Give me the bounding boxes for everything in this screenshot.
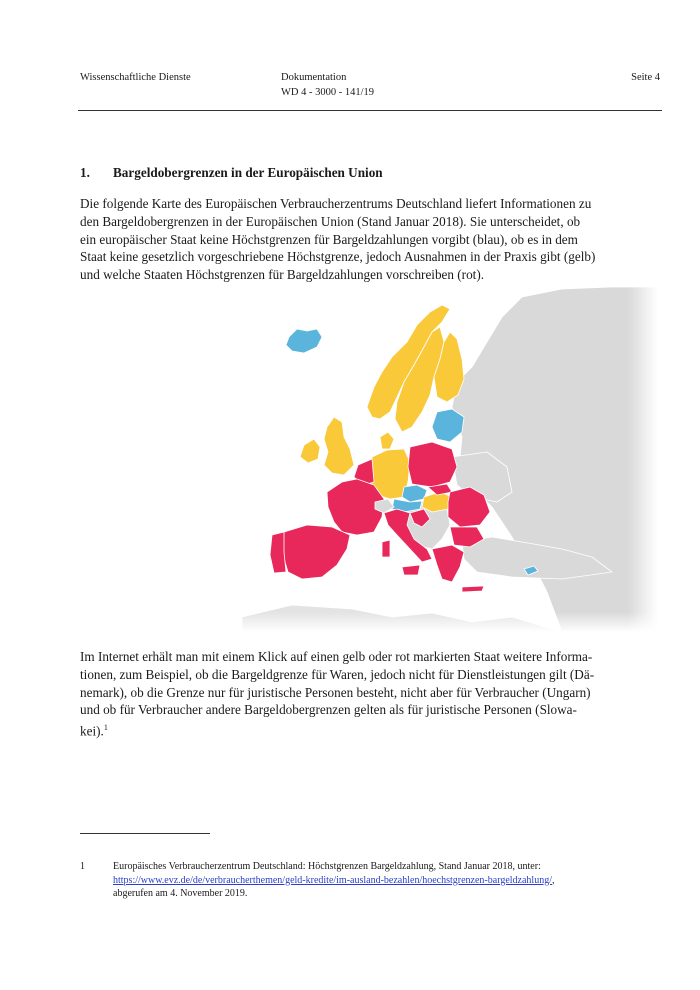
intro-line: den Bargeldobergrenzen in der Europäischen Union (Stand Januar 2018). Sie unterscheidet, ob — [80, 213, 581, 229]
map-region-poland — [408, 442, 457, 487]
footnote-marker[interactable]: 1 — [103, 723, 108, 733]
map-fade-bottom — [92, 612, 658, 632]
detail-line: tionen, zum Beispiel, ob die Bargeldgrenze für Waren, jedoch nicht für Dienstleistungen gilt (Dä- — [80, 666, 595, 682]
footnote-accessed: abgerufen am 4. November 2019. — [113, 888, 248, 899]
intro-paragraph — [80, 195, 660, 284]
intro-line: Staat keine gesetzlich vorgeschriebene Höchstgrenze, jedoch Ausnahmen in der Praxis gibt (gelb) — [80, 249, 596, 265]
header-doc-number: WD 4 - 3000 - 141/19 — [281, 87, 375, 98]
intro-line: ein europäischer Staat keine Höchstgrenzen für Bargeldzahlungen vorgibt (blau), ob es in dem — [80, 231, 578, 247]
footnote-number: 1 — [80, 861, 85, 872]
detail-line: Im Internet erhält man mit einem Klick auf einen gelb oder rot markierten Staat weitere Informa- — [80, 649, 593, 664]
map-region-sardinia — [382, 540, 390, 557]
header-doc-type: Dokumentation — [281, 72, 347, 83]
map-fade-left — [92, 287, 122, 632]
footnote-link-suffix: , — [552, 874, 555, 886]
detail-line: kei). — [80, 723, 104, 739]
footnote-text — [113, 860, 664, 901]
map-region-ireland — [300, 439, 320, 463]
europe-cash-limit-map — [92, 287, 658, 632]
map-region-sicily — [402, 565, 420, 575]
map-region-iceland — [286, 329, 322, 353]
header-page-number: Seite 4 — [631, 72, 660, 83]
header-department: Wissenschaftliche Dienste — [80, 72, 191, 83]
header-document-info — [281, 70, 374, 100]
map-region-baltics — [432, 409, 464, 442]
map-region-portugal — [270, 532, 286, 573]
intro-line: und welche Staaten Höchstgrenzen für Bargeldzahlungen vorschreiben (rot). — [80, 267, 485, 283]
header-divider — [78, 110, 662, 111]
section-heading — [80, 165, 383, 181]
map-region-crete — [462, 586, 484, 592]
section-title: Bargeldobergrenzen in der Europäischen Union — [113, 165, 383, 180]
map-region-great-britain — [324, 417, 354, 475]
footnote — [80, 860, 664, 901]
detail-line: und ob für Verbraucher andere Bargeldobergrenzen gelten als für juristische Personen (Slowa- — [80, 702, 577, 718]
footnote-source: Europäisches Verbraucherzentrum Deutschland: Höchstgrenzen Bargeldzahlung, Stand Januar 2018, unter: — [113, 861, 541, 872]
detail-line: nemark), ob die Grenze nur für juristische Personen besteht, nicht aber für Verbraucher (Ungarn) — [80, 684, 591, 700]
intro-line: Die folgende Karte des Europäischen Verbraucherzentrums Deutschland liefert Informationen zu — [80, 196, 592, 211]
map-fade-right — [628, 287, 658, 632]
section-number: 1. — [80, 165, 90, 180]
footnote-divider — [80, 833, 210, 834]
map-region-denmark — [380, 432, 394, 449]
map-region-greece — [432, 545, 464, 582]
footnote-link[interactable]: https://www.evz.de/de/verbraucherthemen/geld-kredite/im-ausland-bezahlen/hoechstgrenzen-bargeldzahlung/ — [113, 874, 552, 886]
map-region-spain — [282, 525, 350, 579]
detail-paragraph — [80, 648, 660, 740]
